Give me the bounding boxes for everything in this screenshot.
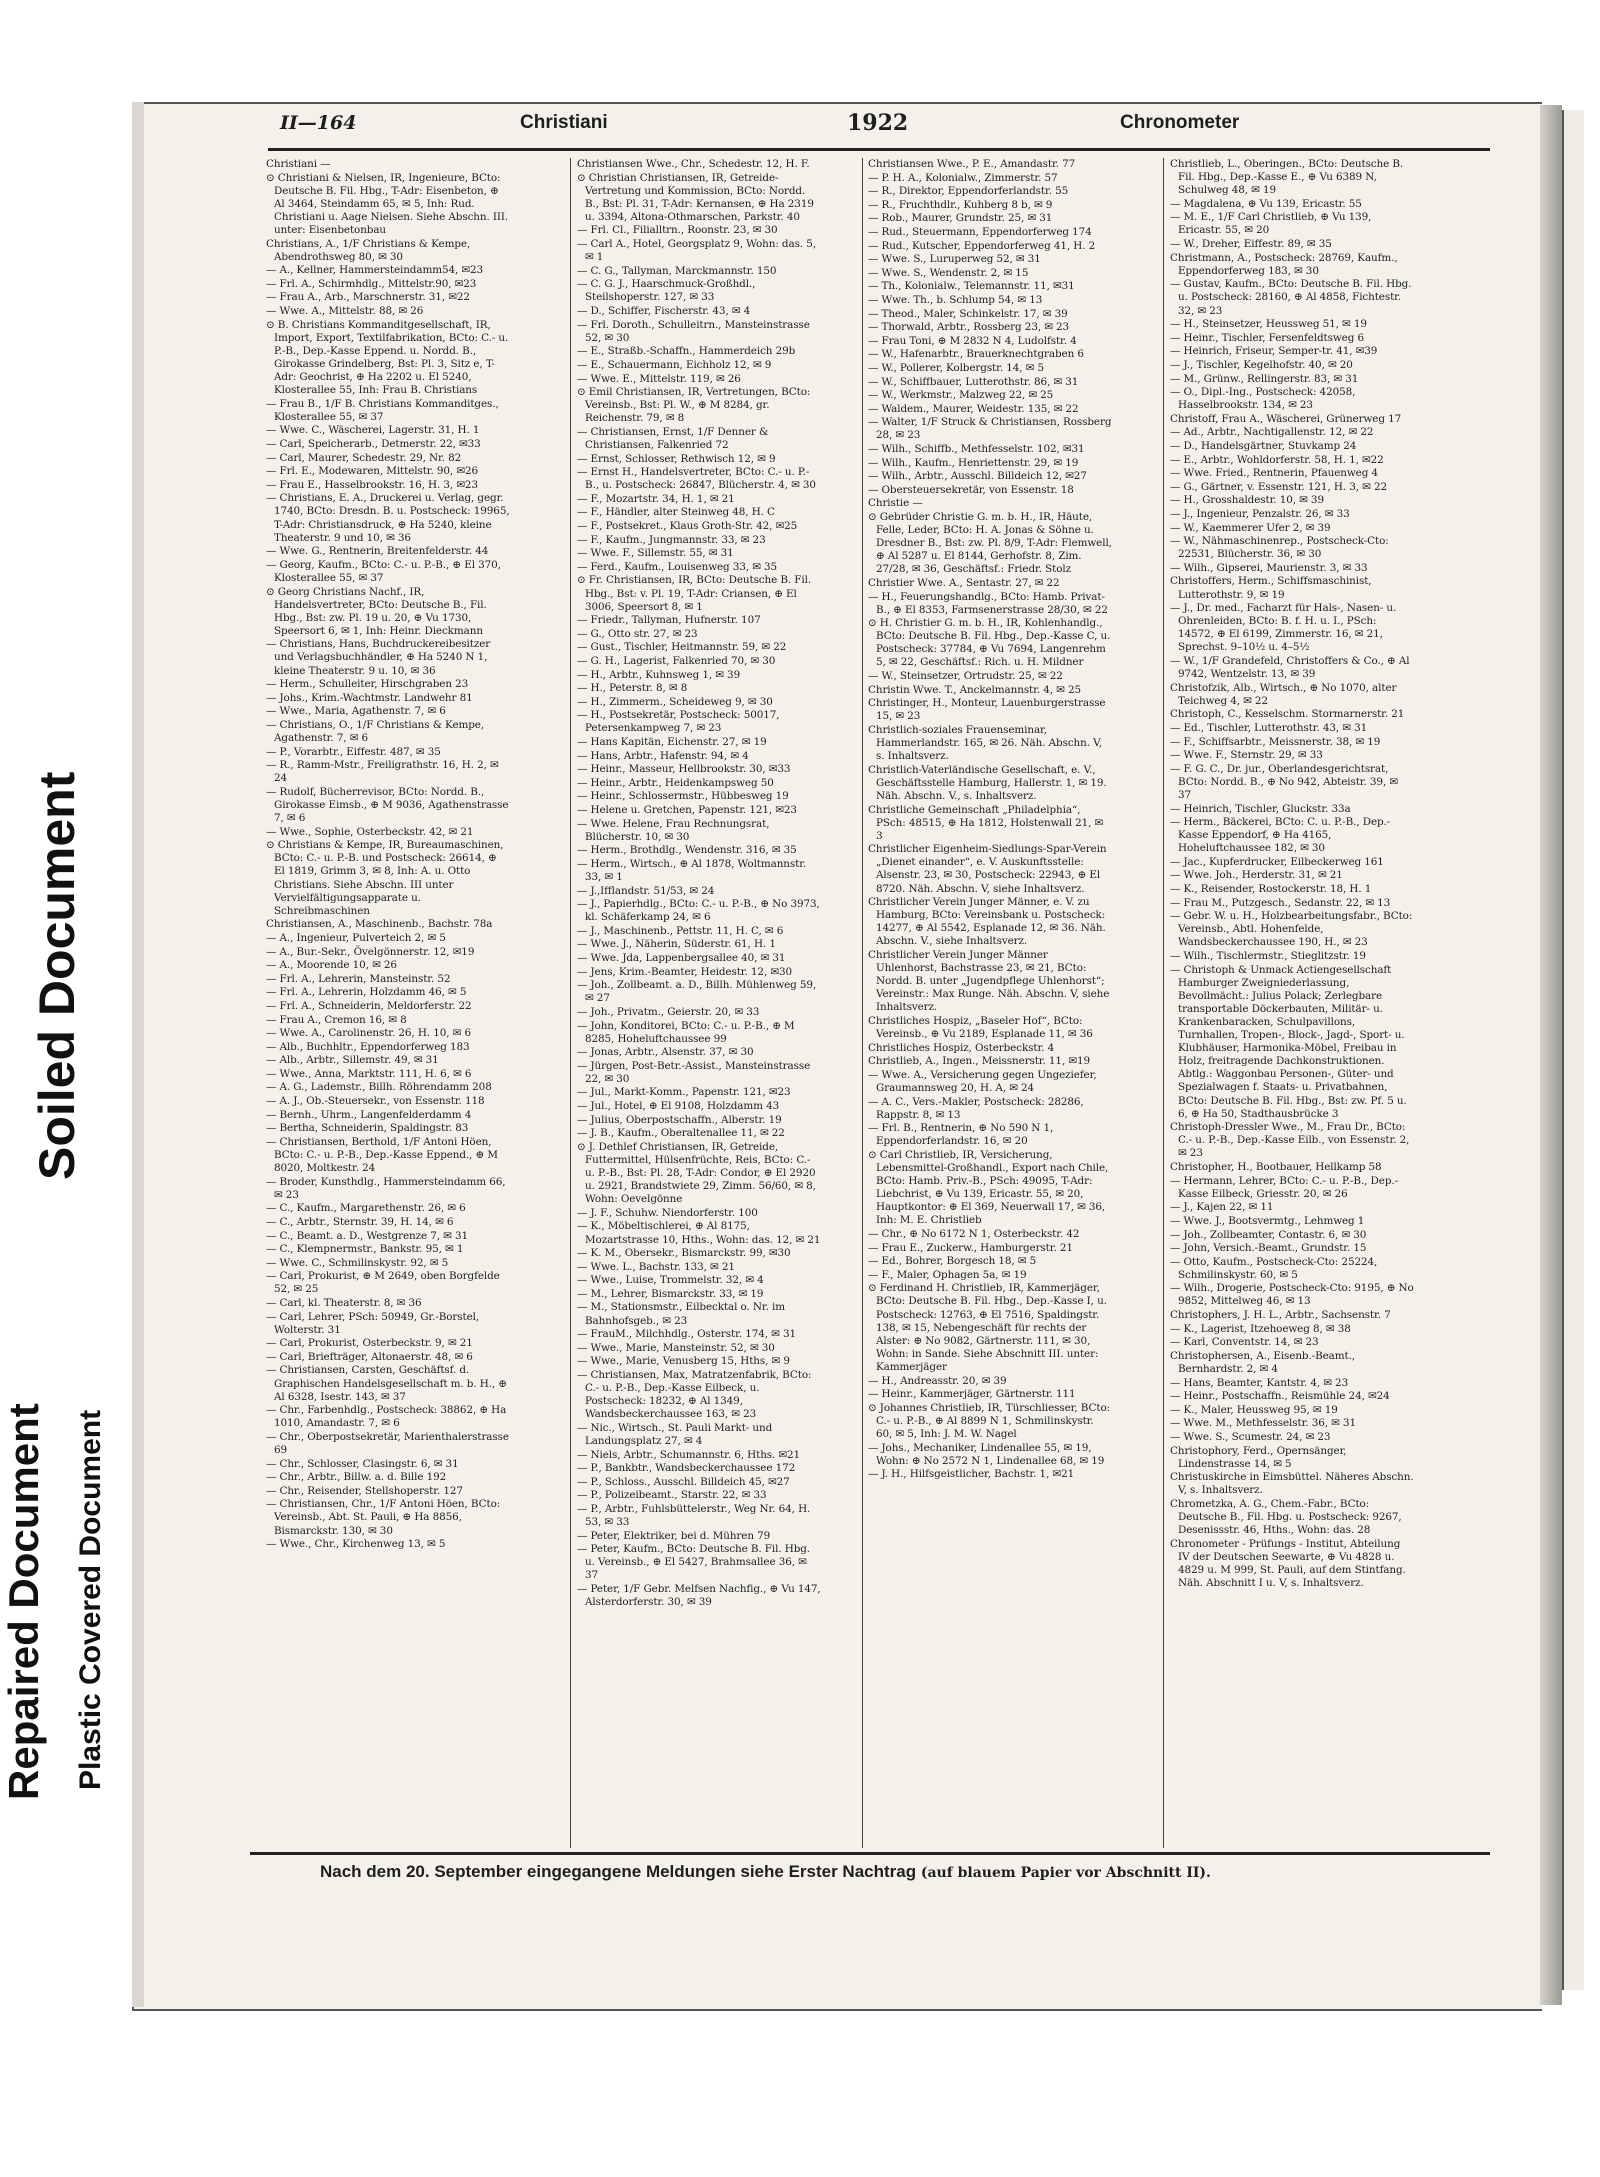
directory-entry: — Christians, Hans, Buchdruckereibesitzer und Verlagsbuchhändler, ⊕ Ha 5240 N 1, kleine Theaterstr. 9 u. 10, ✉ 36 [266,638,491,677]
directory-entry: — Wwe., Marie, Venusberg 15, Hths, ✉ 9 [577,1355,790,1368]
directory-entry: Christophory, Ferd., Opernsänger, Lindenstrasse 14, ✉ 5 [1170,1444,1347,1470]
directory-entry: — Peter, Kaufm., BCto: Deutsche B. Fil. Hbg. u. Vereinsb., ⊕ El 5427, Brahmsallee 36, ✉ 37 [577,1543,811,1582]
directory-entry: ⊙ Emil Christiansen, IR, Vertretungen, BCto: Vereinsb., Bst: Pl. W., ⊕ M 8284, gr. Reichenstr. 79, ✉ 8 [577,386,811,425]
directory-entry: — H., Zimmerm., Scheideweg 9, ✉ 30 [577,695,773,708]
directory-entry: — C. G. J., Haarschmuck-Großhdl., Steilshoperstr. 127, ✉ 33 [577,278,756,304]
directory-entry: — E., Straßb.-Schaffn., Hammerdeich 29b [577,345,796,358]
directory-entry: — Friedr., Tallyman, Hufnerstr. 107 [577,614,761,627]
directory-entry: — K., Reisender, Rostockerstr. 18, H. 1 [1170,883,1372,896]
directory-entry: — F. G. C., Dr. jur., Oberlandesgerichtsrat, BCto: Nordd. B., ⊕ No 942, Abteistr. 39, ✉ 37 [1170,762,1398,801]
directory-entry: — A., Ingenieur, Pulverteich 2, ✉ 5 [266,931,446,944]
directory-entry: — C. G., Tallyman, Marckmannstr. 150 [577,264,777,277]
directory-entry: — Chr., Schlosser, Clasingstr. 6, ✉ 31 [266,1457,459,1470]
directory-entry: Christliche Gemeinschaft „Philadelphia“, PSch: 48515, ⊕ Ha 1812, Holstenwall 21, ✉ 3 [868,803,1104,842]
directory-entry: — Wwe. A., Carolinenstr. 26, H. 10, ✉ 6 [266,1027,471,1040]
header-year: 1922 [847,110,909,136]
directory-entry: — Herm., Wirtsch., ⊕ Al 1878, Woltmannstr. 33, ✉ 1 [577,857,807,883]
directory-entry: — C., Kaufm., Margarethenstr. 26, ✉ 6 [266,1202,466,1215]
page-binding [132,102,144,2007]
directory-entry: — J., Ingenieur, Penzalstr. 26, ✉ 33 [1170,507,1350,520]
page-number: II—164 [280,112,357,134]
directory-entry: — Frl. Cl., Filialltrn., Roonstr. 23, ✉ 30 [577,224,778,237]
directory-entry: — Jens, Krim.-Beamter, Heidestr. 12, ✉30 [577,965,792,978]
directory-entry: — Wwe. M., Methfesselstr. 36, ✉ 31 [1170,1417,1356,1430]
directory-entry: — Carl, Lehrer, PSch: 50949, Gr.-Borstel, Wolterstr. 31 [266,1310,480,1336]
directory-entry: — J., Dr. med., Facharzt für Hals-, Nasen- u. Ohrenleiden, BCto: B. f. H. u. I., PSch: 14572, ⊕ El 6199, Zimmerstr. 16, ✉ 21, Sprechst. 9–10½ u. 4–5½ [1170,602,1397,654]
directory-entry: — Christiansen, Carsten, Geschäftsf. d. Graphischen Handelsgesellschaft m. b. H., ⊕ Al 6328, Isestr. 143, ✉ 37 [266,1364,507,1403]
directory-entry: — Ernst H., Handelsvertreter, BCto: C.- u. P.-B., u. Postscheck: 26847, Blücherstr. 4, ✉ 30 [577,466,816,492]
directory-entry: — Wwe., Chr., Kirchenweg 13, ✉ 5 [266,1538,446,1551]
directory-entry: ⊙ Christiani & Nielsen, IR, Ingenieure, BCto: Deutsche B. Fil. Hbg., T-Adr: Eisenbeton, ⊕ Al 3464, Steindamm 65, ✉ 5, Inh: Rud. Christiani u. Aage Nielsen. Siehe Abschn. III. unter: Eisenbetonbau [266,171,509,236]
directory-entry: — Heinr., Kammerjäger, Gärtnerstr. 111 [868,1388,1076,1401]
directory-entry: — P., Arbtr., Fuhlsbüttelerstr., Weg Nr. 64, H. 53, ✉ 33 [577,1502,811,1528]
directory-entry: ⊙ Gebrüder Christie G. m. b. H., IR, Häute, Felle, Leder, BCto: H. A. Jonas & Söhne u. Dresdner B., Bst: zw. Pl. 8/9, T-Adr: Flemwell, ⊕ Al 5287 u. El 8144, Gerhofstr. 8, Zim. 27/28, ✉ 36, Geschäftsf.: Friedr. Stolz [868,510,1112,576]
next-page-edge [1562,110,1584,1990]
directory-entry: — Heinrich, Friseur, Semper-tr. 41, ✉39 [1170,345,1378,358]
directory-entry: — Wwe. L., Bachstr. 133, ✉ 21 [577,1260,735,1273]
directory-entry: — P., Schloss., Ausschl. Billdeich 45, ✉27 [577,1475,790,1488]
directory-entry: — Carl, Maurer, Schedestr. 29, Nr. 82 [266,451,462,464]
directory-entry: — Christoph & Unmack Actiengesellschaft Hamburger Zweigniederlassung, Bevollmächt.: Julius Polack; Zerlegbare transportable Döckerbauten, Militär- u. Krankenbaracken, Schulpavillons, Turnhallen, Tropen-, Block-, Jagd-, Sport- u. Klubhäuser, Harmonika-Möbel, Freibau in Holz, freitragende Dachkonstruktionen. Abtlg.: Waggonbau Personen-, Güter- und Spezialwagen f. Staats- u. Privatbahnen, BCto: Deutsche B. Fil. Hbg., Bst: zw. Pf. 5 u. 6, ⊕ Ha 50, Stadthausbrücke 3 [1170,963,1407,1120]
directory-entry: — Frl. A., Schirmhdlg., Mittelstr.90, ✉23 [266,277,477,290]
directory-entry: — A., Bur.-Sekr., Övelgönnerstr. 12, ✉19 [266,945,475,958]
directory-entry: — Frau A., Cremon 16, ✉ 8 [266,1013,407,1026]
directory-entry: — Peter, 1/F Gebr. Melfsen Nachfig., ⊕ Vu 147, Alsterdorferstr. 30, ✉ 39 [577,1582,821,1609]
directory-entry: — Heinr., Postschaffn., Reismühle 24, ✉24 [1170,1390,1390,1403]
directory-entry: — Chr., Reisender, Stellshoperstr. 127 [266,1484,463,1497]
page-header [280,108,1510,140]
directory-entry: — Frau A., Arb., Marschnerstr. 31, ✉22 [266,291,470,304]
directory-entry: Christuskirche in Eimsbüttel. Näheres Abschn. V, s. Inhaltsverz. [1170,1471,1414,1497]
directory-entry: — Wwe. J., Bootsvermtg., Lehmweg 1 [1170,1214,1365,1227]
directory-entry: — Chr., ⊕ No 6172 N 1, Osterbeckstr. 42 [868,1228,1080,1240]
directory-entry: — Herm., Schulleiter, Hirschgraben 23 [266,678,469,691]
directory-entry: — P. H. A., Kolonialw., Zimmerstr. 57 [868,171,1058,184]
directory-entry: ⊙ Georg Christians Nachf., IR, Handelsvertreter, BCto: Deutsche B., Fil. Hbg., Bst: zw. Pl. 19 u. 20, ⊕ Vu 1730, Speersort 6, ✉ 1, Inh: Heinr. Dieckmann [266,585,487,637]
directory-entry: — R., Ramm-Mstr., Freiligrathstr. 16, H. 2, ✉ 24 [266,759,499,785]
directory-entry: — Heinrich, Tischler, Gluckstr. 33a [1170,802,1351,815]
directory-entry: — C., Klempnermstr., Bankstr. 95, ✉ 1 [266,1243,464,1256]
directory-entry: Christliches Hospiz, Osterbeckstr. 4 [868,1041,1055,1054]
directory-entry: — John, Versich.-Beamt., Grundstr. 15 [1170,1242,1367,1255]
directory-entry: — Rob., Maurer, Grundstr. 25, ✉ 31 [868,212,1053,225]
directory-entry: — Frau E., Hasselbrookstr. 16, H. 3, ✉23 [266,478,478,491]
directory-entry: — Heinr., Schlossermstr., Hübbesweg 19 [577,790,789,803]
directory-entry: Christlieb, L., Oberingen., BCto: Deutsche B. Fil. Hbg., Dep.-Kasse E., ⊕ Vu 6389 N, Schulweg 48, ✉ 19 [1170,158,1404,197]
directory-entry: Christoph-Dressler Wwe., M., Frau Dr., BCto: C.- u. P.-B., Dep.-Kasse Eilb., von Essenstr. 2, ✉ 23 [1170,1121,1410,1160]
directory-entry: — K., Lagerist, Itzehoeweg 8, ✉ 38 [1170,1322,1351,1335]
directory-entry: — FrauM., Milchhdlg., Osterstr. 174, ✉ 31 [577,1328,796,1341]
directory-entry: — Christians, E. A., Druckerei u. Verlag, gegr. 1740, BCto: Dresdn. B. u. Postscheck: 19965, T-Adr: Christiansdruck, ⊕ Ha 5240, kleine Theaterstr. 9 und 10, ✉ 36 [266,492,510,544]
directory-entry: — Chr., Farbenhdlg., Postscheck: 38862, ⊕ Ha 1010, Amandastr. 7, ✉ 6 [266,1404,507,1430]
directory-entry: — J. B., Kaufm., Oberaltenallee 11, ✉ 22 [577,1127,785,1140]
directory-entry: — F., Schiffsarbtr., Meissnerstr. 38, ✉ 19 [1170,735,1381,748]
directory-entry: — P., Bankbtr., Wandsbeckerchaussee 172 [577,1462,796,1475]
directory-entry: — Frl. A., Lehrerin, Mansteinstr. 52 [266,972,451,985]
header-rule [268,148,1490,151]
directory-entry: ⊙ H. Christier G. m. b. H., IR, Kohlenhandlg., BCto: Deutsche B. Fil. Hbg., Dep.-Kasse C, u. Postscheck: 37784, ⊕ Vu 7694, Langenrehm 5, ✉ 22, Geschäftsf.: Rich. u. H. Mildner [868,617,1111,669]
directory-entry: Christians, A., 1/F Christians & Kempe, Abendrothsweg 80, ✉ 30 [266,237,471,263]
directory-entry: — O., Dipl.-Ing., Postscheck: 42058, Hasselbrookstr. 134, ✉ 23 [1170,386,1356,412]
directory-entry: Christie — [868,497,923,510]
soiled-document-label: Soiled Document [29,771,85,1180]
directory-entry: — J., Kajen 22, ✉ 11 [1170,1201,1274,1214]
directory-entry: — W., Hafenarbtr., Brauerknechtgraben 6 [868,348,1084,361]
directory-entry: — Heinr., Masseur, Hellbrookstr. 30, ✉33 [577,763,791,776]
directory-entry: — W., Werkmstr., Malzweg 22, ✉ 25 [868,389,1054,402]
directory-entry: — K., Maler, Heussweg 95, ✉ 19 [1170,1403,1338,1416]
directory-entry: — G. H., Lagerist, Falkenried 70, ✉ 30 [577,654,776,667]
directory-entry: — Frau M., Putzgesch., Sedanstr. 22, ✉ 13 [1170,896,1391,909]
directory-entry: — Julius, Oberpostschaffn., Alberstr. 19 [577,1113,782,1126]
plastic-covered-label: Plastic Covered Document [74,1409,107,1790]
directory-entry: — Wwe. Helene, Frau Rechnungsrat, Blücherstr. 10, ✉ 30 [577,817,770,843]
directory-entry: — Ad., Arbtr., Nachtigallenstr. 12, ✉ 22 [1170,426,1374,439]
directory-entry: — Frl. B., Rentnerin, ⊕ No 590 N 1, Eppendorferlandstr. 16, ✉ 20 [868,1122,1054,1148]
directory-entry: — F., Maler, Ophagen 5a, ✉ 19 [868,1268,1027,1281]
directory-entry: — Otto, Kaufm., Postscheck-Cto: 25224, Schmilinskystr. 60, ✉ 5 [1170,1255,1378,1281]
directory-entry: — Wwe. J., Näherin, Süderstr. 61, H. 1 [577,938,776,951]
column-1 [266,158,510,1848]
directory-entry: ⊙ J. Dethlef Christiansen, IR, Getreide, Futtermittel, Hülsenfrüchte, Reis, BCto: C.- u. P.-B., Bst: Pl. 28, T-Adr: Condor, ⊕ El 2920 u. 2921, Brandstwiete 29, Zimm. 56/60, ✉ 8, Wohn: Oevelgönne [577,1140,816,1206]
directory-entry: — D., Handelsgärtner, Stuvkamp 24 [1170,439,1357,452]
directory-entry: — Niels, Arbtr., Schumannstr. 6, Hths. ✉21 [577,1448,801,1461]
directory-entry: — Joh., Zollbeamter, Contastr. 6, ✉ 30 [1170,1228,1367,1241]
directory-entry: — Johs., Mechaniker, Lindenallee 55, ✉ 19, Wohn: ⊕ No 2572 N 1, Lindenallee 68, ✉ 19 [868,1441,1105,1467]
directory-entry: — Jul., Markt-Komm., Papenstr. 121, ✉23 [577,1086,791,1099]
directory-entry: — Wwe. S., Luruperweg 52, ✉ 31 [868,253,1041,266]
directory-entry: — Alb., Buchhltr., Eppendorferweg 183 [266,1040,470,1053]
directory-entry: — G., Otto str. 27, ✉ 23 [577,627,698,640]
column-2 [577,158,821,1848]
footer-note-bold: Nach dem 20. September eingegangene Meldungen siehe Erster Nachtrag [320,1862,917,1881]
directory-entry: — Wwe. F., Sternstr. 29, ✉ 33 [1170,749,1323,762]
directory-entry: — R., Direktor, Eppendorferlandstr. 55 [868,185,1069,198]
directory-entry: — Frl. A., Lehrerin, Holzdamm 46, ✉ 5 [266,986,467,999]
directory-entry: — Wwe. C., Wäscherei, Lagerstr. 31, H. 1 [266,424,480,437]
directory-entry: Christmann, A., Postscheck: 28769, Kaufm., Eppendorferweg 183, ✉ 30 [1170,251,1398,277]
directory-entry: — Hans Kapitän, Eichenstr. 27, ✉ 19 [577,736,767,749]
directory-entry: — Wwe. A., Mittelstr. 88, ✉ 26 [266,305,424,318]
directory-entry: — Heinr., Arbtr., Heidenkampsweg 50 [577,776,774,789]
directory-entry: — Chr., Arbtr., Billw. a. d. Bille 192 [266,1471,447,1484]
directory-entry: — Joh., Zollbeamt. a. D., Billh. Mühlenweg 59, ✉ 27 [577,979,817,1005]
directory-entry: Christier Wwe. A., Sentastr. 27, ✉ 22 [868,576,1060,589]
directory-entry: Christliches Hospiz, „Baseler Hof“, BCto: Vereinsb., ⊕ Vu 2189, Esplanade 11, ✉ 36 [868,1015,1093,1041]
directory-entry: Christoffers, Herm., Schiffsmaschinist, Lutterothstr. 9, ✉ 19 [1170,575,1372,601]
directory-entry: — Waldem., Maurer, Weidestr. 135, ✉ 22 [868,402,1079,415]
directory-entry: Christinger, H., Monteur, Lauenburgerstrasse 15, ✉ 23 [868,697,1106,723]
directory-entry: — W., Nähmaschinenrep., Postscheck-Cto: 22531, Blücherstr. 36, ✉ 30 [1170,535,1389,561]
directory-entry: — Wilh., Tischlermstr., Stieglitzstr. 19 [1170,950,1366,963]
directory-entry: — H., Feuerungshandlg., BCto: Hamb. Privat-B., ⊕ El 8353, Farmsenerstrasse 28/30, ✉ 22 [868,590,1108,616]
directory-entry: — Wwe., Anna, Marktstr. 111, H. 6, ✉ 6 [266,1067,472,1080]
directory-entry: — D., Schiffer, Fischerstr. 43, ✉ 4 [577,305,751,318]
directory-entry: — Gustav, Kaufm., BCto: Deutsche B. Fil. Hbg. u. Postscheck: 28160, ⊕ Al 4858, Fichtestr. 32, ✉ 23 [1170,278,1412,317]
directory-entry: — Obersteuersekretär, von Essenstr. 18 [868,483,1074,496]
directory-entry: — Chr., Oberpostsekretär, Marienthalerstrasse 69 [266,1430,509,1456]
directory-entry: — Wilh., Gipserei, Maurienstr. 3, ✉ 33 [1170,561,1368,574]
directory-entry: — A., Moorende 10, ✉ 26 [266,959,397,972]
directory-entry: — Theod., Maler, Schinkelstr. 17, ✉ 39 [868,307,1068,320]
footer-note-small: (auf blauem Papier vor Abschnitt II). [920,1865,1211,1881]
directory-entry: — Bertha, Schneiderin, Spaldingstr. 83 [266,1122,469,1135]
directory-entry: — M., Lehrer, Bismarckstr. 33, ✉ 19 [577,1287,764,1300]
directory-entry: — W., Schiffbauer, Lutterothstr. 86, ✉ 31 [868,375,1079,388]
directory-entry: — Carl, Briefträger, Altonaerstr. 48, ✉ 6 [266,1350,473,1363]
directory-entry: — Frau Toni, ⊕ M 2832 N 4, Ludolfstr. 4 [868,334,1077,347]
directory-entry: — Th., Kolonialw., Telemannstr. 11, ✉31 [868,280,1075,293]
column-4 [1170,158,1414,1848]
directory-entry: — J., Maschinenb., Pettstr. 11, H. C, ✉ 6 [577,924,784,937]
directory-entry: — Christiansen, Chr., 1/F Antoni Höen, BCto: Vereinsb., Abt. St. Pauli, ⊕ Ha 8856, Bismarckstr. 130, ✉ 30 [266,1498,501,1537]
directory-entry: Christlich-Vaterländische Gesellschaft, e. V., Geschäftsstelle Hamburg, Hallerstr. 1, ✉ 19. Näh. Abschn. V., s. Inhaltsverz. [868,763,1107,802]
repaired-document-label: Repaired Document [0,1403,47,1800]
directory-entry: — Johs., Krim.-Wachtmstr. Landwehr 81 [266,691,473,704]
directory-entry: — Ed., Tischler, Lutterothstr. 43, ✉ 31 [1170,721,1368,734]
directory-entry: — Rudolf, Bücherrevisor, BCto: Nordd. B., Girokasse Eimsb., ⊕ M 9036, Agathenstrasse 7, ✉ 6 [266,785,509,825]
directory-entry: — Wwe. S., Wendenstr. 2, ✉ 15 [868,266,1029,279]
directory-entry: — M., Stationsmstr., Eilbecktal o. Nr. im Bahnhofsgeb., ✉ 23 [577,1301,786,1327]
directory-entry: — Wwe., Sophie, Osterbeckstr. 42, ✉ 21 [266,825,474,838]
directory-entry: — Wilh., Drogerie, Postscheck-Cto: 9195, ⊕ No 9852, Mittelweg 46, ✉ 13 [1170,1282,1414,1308]
directory-entry: Christlieb, A., Ingen., Meissnerstr. 11, ✉19 [868,1055,1090,1068]
directory-entry: — Wwe. Jda, Lappenbergsallee 40, ✉ 31 [577,952,786,965]
directory-entry: — Hans, Arbtr., Hafenstr. 94, ✉ 4 [577,749,749,762]
directory-entry: ⊙ Ferdinand H. Christlieb, IR, Kammerjäger, BCto: Deutsche B. Fil. Hbg., Dep.-Kasse I, u. Postscheck: 12763, ⊕ El 7516, Spaldingstr. 138, ✉ 15, Nebengeschäft für rechts der Alster: ⊕ No 9082, Gärtnerstr. 111, ✉ 30, Wohn: in Sande. Siehe Abschnitt III. unter: Kammerjäger [868,1282,1107,1373]
directory-entry: — A. C., Vers.-Makler, Postscheck: 28286, Rappstr. 8, ✉ 13 [868,1095,1084,1121]
directory-entry: — Carl, Speicherarb., Detmerstr. 22, ✉33 [266,437,481,450]
directory-entry: — H., Postsekretär, Postscheck: 50017, Petersenkampweg 7, ✉ 23 [577,709,780,735]
directory-entry: — Bernh., Uhrm., Langenfelderdamm 4 [266,1108,472,1121]
directory-entry: — Rud., Kutscher, Eppendorferweg 41, H. 2 [868,239,1096,252]
directory-entry: Christlicher Eigenheim-Siedlungs-Spar-Verein „Dienet einander“, e. V. Auskunftsstelle: Alsenstr. 23, ✉ 30, Postscheck: 22943, ⊕ El 8720. Näh. Abschn. V, siehe Inhaltsverz. [868,843,1107,895]
directory-entry: — Wilh., Arbtr., Ausschl. Billdeich 12, ✉27 [868,470,1087,483]
column-rule [570,158,571,1848]
directory-entry: — Ed., Bohrer, Borgesch 18, ✉ 5 [868,1255,1037,1268]
directory-entry: — Carl A., Hotel, Georgsplatz 9, Wohn: das. 5, ✉ 1 [577,238,816,264]
directory-entry: — K. M., Obersekr., Bismarckstr. 99, ✉30 [577,1247,791,1260]
directory-entry: — Ernst, Schlosser, Rethwisch 12, ✉ 9 [577,452,776,465]
directory-entry: — Joh., Privatm., Geierstr. 20, ✉ 33 [577,1005,760,1018]
directory-entry: — Jul., Hotel, ⊕ El 9108, Holzdamm 43 [577,1100,780,1113]
directory-entry: ⊙ Fr. Christiansen, IR, BCto: Deutsche B. Fil. Hbg., Bst: v. Pl. 19, T-Adr: Criansen, ⊕ El 3006, Speersort 8, ✉ 1 [577,574,812,613]
directory-entry: Christiansen Wwe., P. E., Amandastr. 77 [868,158,1076,170]
directory-entry: — Wwe. E., Mittelstr. 119, ✉ 26 [577,372,741,385]
directory-entry: — Herm., Bäckerei, BCto: C. u. P.-B., Dep.-Kasse Eppendorf, ⊕ Ha 4165, Hoheluftchaussee 182, ✉ 30 [1170,816,1391,855]
directory-entry: — Wwe. S., Scumestr. 24, ✉ 23 [1170,1430,1331,1443]
directory-entry: — H., Arbtr., Kuhnsweg 1, ✉ 39 [577,668,741,681]
directory-entry: Chrometzka, A. G., Chem.-Fabr., BCto: Deutsche B., Fil. Hbg. u. Postscheck: 9267, Desenissstr. 46, Hths., Wohn: das. 28 [1170,1497,1402,1537]
directory-entry: — Ferd., Kaufm., Louisenweg 33, ✉ 35 [577,560,778,573]
directory-entry: — Christiansen, Max, Matratzenfabrik, BCto: C.- u. P.-B., Dep.-Kasse Eilbeck, u. Postscheck: 18232, ⊕ Al 1349, Wandsbeckerchaussee 163, ✉ 23 [577,1368,812,1421]
directory-entry: — Wilh., Kaufm., Henriettenstr. 29, ✉ 19 [868,456,1079,469]
directory-entry: — J. H., Hilfsgeistlicher, Bachstr. 1, ✉21 [868,1468,1075,1481]
directory-entry: ⊙ Christians & Kempe, IR, Bureaumaschinen, BCto: C.- u. P.-B. und Postscheck: 26614, ⊕ El 1819, Grimm 3, ✉ 8, Inh: A. u. Otto Christians. Siehe Abschn. III unter Vervielfältigungsapparate u. Schreibmaschinen [266,839,504,917]
directory-entry: ⊙ Carl Christlieb, IR, Versicherung, Lebensmittel-Großhandl., Export nach Chile, BCto: Hamb. Priv.-B., PSch: 49095, T-Adr: Liebchrist, ⊕ Vu 139, Ericastr. 55, ✉ 20, Hauptkontor: ⊕ El 369, Neuerwall 17, ✉ 36, Inh: M. E. Christlieb [868,1148,1109,1227]
directory-entry: — Nic., Wirtsch., St. Pauli Markt- und Landungsplatz 27, ✉ 4 [577,1421,773,1447]
directory-entry: Chronometer - Prüfungs - Institut, Abteilung IV der Deutschen Seewarte, ⊕ Vu 4828 u. 4829 u. M 999, St. Pauli, auf dem Stintfang. Näh. Abschnitt I u. V, s. Inhaltsverz. [1170,1537,1406,1589]
directory-entry: — Wwe., Luise, Trommelstr. 32, ✉ 4 [577,1274,764,1287]
directory-entry: — M., Grünw., Rellingerstr. 83, ✉ 31 [1170,372,1359,385]
directory-entry: — P., Vorarbtr., Eiffestr. 487, ✉ 35 [266,745,441,758]
directory-entry: — Rud., Steuermann, Eppendorferweg 174 [868,225,1092,238]
directory-entry: — H., Andreasstr. 20, ✉ 39 [868,1374,1007,1387]
directory-entry: — H., Steinsetzer, Heussweg 51, ✉ 19 [1170,318,1367,331]
directory-entry: — Hans, Beamter, Kantstr. 4, ✉ 23 [1170,1376,1349,1389]
directory-entry: — F., Postsekret., Klaus Groth-Str. 42, ✉25 [577,520,798,533]
directory-entry: Christophers, J. H. L., Arbtr., Sachsenstr. 7 [1170,1309,1391,1322]
directory-entry: — F., Kaufm., Jungmannstr. 33, ✉ 23 [577,533,766,546]
directory-entry: — C., Beamt. a. D., Westgrenze 7, ✉ 31 [266,1229,468,1242]
header-right-keyword: Chronometer [1120,112,1240,133]
directory-entry: — J., Papierhdlg., BCto: C.- u. P.-B., ⊕ No 3973, kl. Schäferkamp 24, ✉ 6 [577,898,820,924]
directory-entry: — W., 1/F Grandefeld, Christoffers & Co., ⊕ Al 9742, Wentzelstr. 13, ✉ 39 [1170,654,1410,681]
directory-entry: — H., Grosshaldestr. 10, ✉ 39 [1170,494,1324,507]
directory-entry: — Gust., Tischler, Heitmannstr. 59, ✉ 22 [577,641,787,654]
directory-entry: — A. J., Ob.-Steuersekr., von Essenstr. 118 [266,1095,485,1108]
directory-entry: — P., Polizeibeamt., Starstr. 22, ✉ 33 [577,1489,767,1502]
directory-entry: — Broder, Kunsthdlg., Hammersteindamm 66, ✉ 23 [266,1175,506,1201]
directory-entry: — A., Kellner, Hammersteindamm54, ✉23 [266,264,484,277]
bottom-rule [250,1852,1490,1855]
directory-entry: — Wwe., Maria, Agathenstr. 7, ✉ 6 [266,705,446,718]
directory-entry: Christiansen Wwe., Chr., Schedestr. 12, H. F. [577,158,810,170]
directory-entry: — F., Händler, alter Steinweg 48, H. C [577,506,775,519]
directory-entry: — Magdalena, ⊕ Vu 139, Ericastr. 55 [1170,197,1362,210]
directory-entry: ⊙ B. Christians Kommanditgesellschaft, IR, Import, Export, Textilfabrikation, BCto: C.- u. P.-B., Dep.-Kasse Eppend. u. Nordd. B., Girokasse Grindelberg, Bst: Pl. 3, Sitz e, T-Adr: Geochrist, ⊕ Ha 2202 u. El 5240, Klosterallee 55, Inh: Frau B. Christians [266,318,509,397]
directory-entry: — K., Möbeltischlerei, ⊕ Al 8175, Mozartstrasse 10, Hths., Wohn: das. 12, ✉ 21 [577,1220,821,1246]
directory-entry: Christlicher Verein Junger Männer, e. V. zu Hamburg, BCto: Vereinsbank u. Postscheck: 14277, ⊕ Al 5542, Esplanade 12, ✉ 36. Näh. Abschn. V., siehe Inhaltsverz. [868,896,1106,948]
directory-entry: — Christiansen, Berthold, 1/F Antoni Höen, BCto: C.- u. P.-B., Dep.-Kasse Eppend., ⊕ M 8020, Moltkestr. 24 [266,1135,498,1175]
directory-entry: — Wwe. G., Rentnerin, Breitenfelderstr. 44 [266,545,489,558]
directory-entry: — Georg, Kaufm., BCto: C.- u. P.-B., ⊕ El 370, Klosterallee 55, ✉ 37 [266,558,501,584]
directory-entry: — J.,Ifflandstr. 51/53, ✉ 24 [577,884,715,897]
directory-entry: — F., Mozartstr. 34, H. 1, ✉ 21 [577,492,735,505]
header-left-keyword: Christiani [520,112,608,133]
directory-entry: — Herm., Brothdlg., Wendenstr. 316, ✉ 35 [577,844,797,857]
directory-entry: Christlicher Verein Junger Männer Uhlenhorst, Bachstrasse 23, ✉ 21, BCto: Nordd. B. unter „Jugendpflege Uhlenhorst“; Vereinstr.: Max Runge. Näh. Abschn. V, siehe Inhaltsverz. [868,949,1110,1014]
directory-entry: — Wwe. C., Schmilinskystr. 92, ✉ 5 [266,1256,449,1269]
directory-entry: — Jonas, Arbtr., Alsenstr. 37, ✉ 30 [577,1046,754,1059]
directory-entry: — W., Kaemmerer Ufer 2, ✉ 39 [1170,521,1331,534]
column-3 [868,158,1112,1848]
directory-entry: — Wwe. A., Versicherung gegen Ungeziefer, Graumannsweg 20, H. A, ✉ 24 [868,1068,1097,1094]
directory-entry: — W., Pollerer, Kolbergstr. 14, ✉ 5 [868,361,1044,374]
directory-entry: — Wwe., Marie, Mansteinstr. 52, ✉ 30 [577,1341,775,1354]
directory-entry: — A. G., Lademstr., Billh. Röhrendamm 208 [266,1081,492,1094]
directory-entry: ⊙ Christian Christiansen, IR, Getreide-Vertretung und Kommission, BCto: Nordd. B., Bst: Pl. 31, T-Adr: Kernansen, ⊕ Ha 2319 u. 3394, Altona-Othmarschen, Parkstr. 40 [577,171,814,223]
directory-entry: — Wwe. F., Sillemstr. 55, ✉ 31 [577,547,734,560]
directory-entry: Christin Wwe. T., Anckelmannstr. 4, ✉ 25 [868,683,1081,696]
directory-entry: — R., Fruchthdlr., Kuhberg 8 b, ✉ 9 [868,198,1053,211]
directory-entry: — C., Arbtr., Sternstr. 39, H. 14, ✉ 6 [266,1215,454,1228]
directory-entry: — Karl, Conventstr. 14, ✉ 23 [1170,1336,1319,1349]
footer-note [320,1862,1470,1882]
directory-entry: — Frl. E., Modewaren, Mittelstr. 90, ✉26 [266,465,478,478]
directory-entry: Christopher, H., Bootbauer, Hellkamp 58 [1170,1161,1382,1174]
directory-entry: — J. F., Schuhw. Niendorferstr. 100 [577,1206,758,1219]
directory-entry: ⊙ Johannes Christlieb, IR, Türschliesser, BCto: C.- u. P.-B., ⊕ Al 8899 N 1, Schmilinskystr. 60, ✉ 5, Inh: J. M. W. Nagel [868,1401,1110,1440]
directory-entry: — Frau E., Zuckerw., Hamburgerstr. 21 [868,1241,1073,1254]
directory-entry: — Frau B., 1/F B. Christians Kommanditges., Klosterallee 55, ✉ 37 [266,397,499,423]
directory-entry: — Peter, Elektriker, bei d. Mühren 79 [577,1529,771,1542]
directory-entry: — Gebr. W. u. H., Holzbearbeitungsfabr., BCto: Vereinsb., Abtl. Hohenfelde, Wandsbeckerchaussee 190, H., ✉ 23 [1170,910,1413,949]
column-rule [1163,158,1164,1848]
directory-entry: Christoph, C., Kesselschm. Stormarnerstr. 21 [1170,708,1405,721]
directory-entry: Christoff, Frau A., Wäscherei, Grünerweg 17 [1170,412,1402,425]
directory-entry: Christiansen, A., Maschinenb., Bachstr. 78a [266,918,493,931]
directory-entry: — Carl, Prokurist, ⊕ M 2649, oben Borgfelde 52, ✉ 25 [266,1270,500,1296]
directory-entry: — Wwe. Joh., Herderstr. 31, ✉ 21 [1170,869,1343,882]
directory-entry: — E., Schauermann, Eichholz 12, ✉ 9 [577,358,772,371]
directory-entry: — Wwe. Fried., Rentnerin, Pfauenweg 4 [1170,467,1378,480]
directory-entry: — Christiansen, Ernst, 1/F Denner & Christiansen, Falkenried 72 [577,425,769,451]
directory-entry: — H., Peterstr. 8, ✉ 8 [577,682,688,695]
directory-entry: Christophersen, A., Eisenb.-Beamt., Bernhardstr. 2, ✉ 4 [1170,1349,1356,1375]
directory-entry: — Wilh., Schiffb., Methfesselstr. 102, ✉31 [868,442,1085,455]
directory-entry: — Christians, O., 1/F Christians & Kempe, Agathenstr. 7, ✉ 6 [266,718,485,745]
page-fold [1540,105,1562,2005]
directory-entry: — M. E., 1/F Carl Christlieb, ⊕ Vu 139, Ericastr. 55, ✉ 20 [1170,211,1372,237]
directory-entry: — Walter, 1/F Struck & Christiansen, Rossberg 28, ✉ 23 [868,416,1112,442]
directory-entry: — E., Arbtr., Wohldorferstr. 58, H. 1, ✉22 [1170,453,1384,466]
directory-entry: Christofzik, Alb., Wirtsch., ⊕ No 1070, alter Teichweg 4, ✉ 22 [1170,681,1397,707]
directory-entry: — Heinr., Tischler, Fersenfeldtsweg 6 [1170,331,1364,344]
directory-entry: Christiani — [266,158,331,170]
directory-entry: — Frl. Doroth., Schulleitrn., Mansteinstrasse 52, ✉ 30 [577,318,810,344]
directory-entry: — J., Tischler, Kegelhofstr. 40, ✉ 20 [1170,358,1353,371]
directory-entry: — Thorwald, Arbtr., Rossberg 23, ✉ 23 [868,321,1070,334]
directory-entry: — Carl, kl. Theaterstr. 8, ✉ 36 [266,1296,422,1309]
column-rule [862,158,863,1848]
directory-entry: — W., Dreher, Eiffestr. 89, ✉ 35 [1170,238,1332,251]
directory-entry: — Alb., Arbtr., Sillemstr. 49, ✉ 31 [266,1054,439,1067]
directory-entry: — Wwe. Th., b. Schlump 54, ✉ 13 [868,293,1043,306]
directory-entry: — Jac., Kupferdrucker, Eilbeckerweg 161 [1170,855,1384,868]
directory-entry: Christlich-soziales Frauenseminar, Hammerlandstr. 165, ✉ 26. Näh. Abschn. V, s. Inhaltsverz. [868,723,1102,763]
directory-entry: — W., Steinsetzer, Ortrudstr. 25, ✉ 22 [868,670,1063,683]
directory-entry: — Helene u. Gretchen, Papenstr. 121, ✉23 [577,804,797,816]
directory-entry: — John, Konditorei, BCto: C.- u. P.-B., ⊕ M 8285, Hoheluftchaussee 99 [577,1019,795,1045]
directory-entry: — Carl, Prokurist, Osterbeckstr. 9, ✉ 21 [266,1337,473,1350]
directory-entry: — Frl. A., Schneiderin, Meldorferstr. 22 [266,999,472,1012]
directory-entry: — Hermann, Lehrer, BCto: C.- u. P.-B., Dep.-Kasse Eilbeck, Griesstr. 20, ✉ 26 [1170,1174,1398,1200]
directory-entry: — G., Gärtner, v. Essenstr. 121, H. 3, ✉ 22 [1170,480,1387,493]
directory-entry: — Jürgen, Post-Betr.-Assist., Mansteinstrasse 22, ✉ 30 [577,1059,811,1085]
